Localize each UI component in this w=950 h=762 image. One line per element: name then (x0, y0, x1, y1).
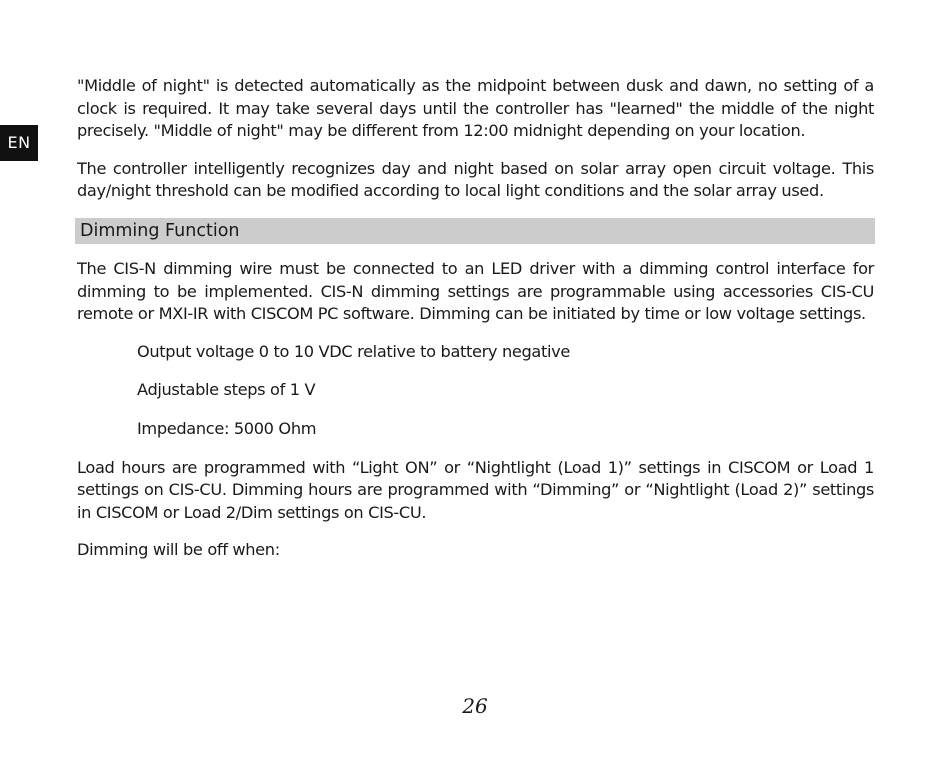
paragraph-dimming-off: Dimming will be off when: (77, 540, 280, 560)
spec-output-voltage: Output voltage 0 to 10 VDC relative to battery negative (137, 341, 570, 361)
paragraph-middle-of-night: "Middle of night" is detected automatically as the midpoint between dusk and dawn, no setting of a clock is required. It may take several days until the controller has "learned" the middle of the night precisely. "Middle of night" may be different from 12:00 midnight depending on your location. (77, 76, 874, 141)
paragraph-dimming-intro: The CIS-N dimming wire must be connected to an LED driver with a dimming control interface for dimming to be implemented. CIS-N dimming settings are programmable using accessories CIS-CU remote or MXI-IR with CISCOM PC software. Dimming can be initiated by time or low voltage settings. (77, 258, 874, 324)
spec-impedance: Impedance: 5000 Ohm (137, 418, 317, 438)
paragraph-day-night-detection: The controller intelligently recognizes day and night based on solar array open circuit voltage. This day/night threshold can be modified according to local light conditions and the solar array used. (77, 158, 874, 201)
page-number: 26 (462, 694, 488, 718)
section-heading-dimming: Dimming Function (75, 218, 875, 244)
language-tab: EN (0, 125, 38, 161)
page-content (77, 75, 874, 577)
spec-adjustable-steps: Adjustable steps of 1 V (137, 380, 316, 400)
paragraph-load-hours: Load hours are programmed with “Light ON” or “Nightlight (Load 1)” settings in CISCOM or Load 1 settings on CIS-CU. Dimming hours are programmed with “Dimming” or “Nightlight (Load 2)” settings in CISCOM or Load 2/Dim settings on CIS-CU. (77, 457, 874, 522)
